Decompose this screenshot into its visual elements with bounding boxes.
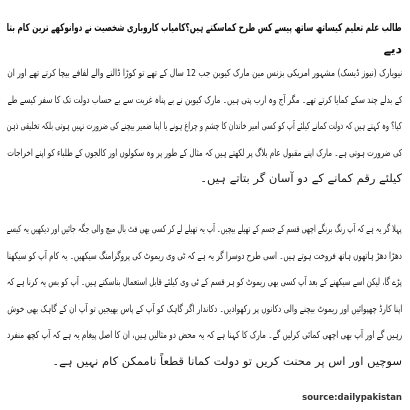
paragraph-text: سوچیں اور اس پر محنت کریں تو دولت کمانا قطعاً ناممکن کام نہیں ہے۔: [52, 353, 402, 368]
paragraph-line: [7, 295, 402, 322]
paragraph-line: [7, 242, 402, 269]
paragraph-text: رہیں گے اور آپ بھی اچھی کمائی کرلیں گے۔ مارک کا کہنا ہے کہ یہ محض دو مثالیں ہیں، ان کا اصل پیغام یہ ہے کہ آپ کچھ منفرد: [7, 330, 402, 341]
paragraph-text: کیا؟ وہ کہتے ہیں کہ دولت کمانے کیلئے آپ کو کسی امیر خاندان کا چشم و چراغ ہونے یا اپنا ضمیر بیچنے کی ضرورت نہیں ہوتی بلکہ تخلیقی ذہن: [7, 121, 402, 132]
paragraph-text: دھڑا دھڑ ہاتھوں ہاتھ فروخت ہوتے ہیں۔ اسی طرح دوسرا گر یہ ہے کہ ٹی وی ریموٹ کی پروگرامنگ سیکھیں۔ یہ کام آپ کو سیکھنا: [7, 250, 402, 262]
article-paragraph-1: [7, 59, 402, 192]
paragraph-line: [7, 321, 402, 348]
paragraph-text: پڑے گا، لیکن اسے سیکھنے کے بعد آپ کسی بھی ریموٹ کو ہر قسم کے ٹی وی کیلئے قابل استعمال بناسکتے ہیں۔ آپ کو بس یہ کرنا ہے کہ: [7, 277, 402, 288]
paragraph-line: [7, 139, 402, 166]
paragraph-line: [7, 112, 402, 139]
paragraph-text: اپنا کارڈ چھپوائیں اور ریموٹ بیچنے والی دکانوں پر رکھوادیں۔ دکاندار اگر گاہک کو آپ کے پاس بھیجیں تو آپ ان کے گاہک بھی خوش: [7, 303, 402, 315]
paragraph-line: [7, 348, 402, 375]
paragraph-line: [7, 268, 402, 295]
headline-line: [7, 38, 402, 60]
article-paragraph-2: [7, 215, 402, 374]
paragraph-line: [7, 165, 402, 192]
headline-text: دیے: [383, 41, 402, 56]
paragraph-line: [7, 59, 402, 86]
paragraph-line: [7, 86, 402, 113]
paragraph-text: نیویارک (نیوز ڈیسک) مشہور امریکی بزنس مین مارک کیوبن جب 12 سال کے تھے تو کوڑا ڈالنے والے لفافے بیچا کرتے تھے اور ان: [7, 68, 402, 79]
headline-line: [7, 16, 402, 38]
paragraph-line: [7, 215, 402, 242]
paragraph-text: کی ضرورت ہوتی ہے۔ مارک اپنے مقبول عام بلاگ پر لکھتے ہیں کہ مثال کے طور پر وہ سکولوں اور کالجوں کے طلباء کو اپنے اخراجات: [7, 147, 402, 159]
paragraph-text: کیلئے رقم کمانے کے دو آسان گر بتاتے ہیں۔: [200, 171, 402, 185]
source-credit: source:dailypakistan: [302, 393, 402, 403]
paragraph-text: پہلا گر یہ ہے کہ آپ رنگ برنگے اچھی قسم کے جسم کے تھیلے بیچیں۔ آپ یہ تھیلے لے کر کسی بھی فٹ بال میچ والی جگہ جائیں اور دیکھیں یہ کیسے: [7, 224, 402, 235]
article-headline: [7, 16, 402, 60]
headline-text: طالب علم تعلیم کیساتھ ساتھ پیسے کس طرح کماسکتے ہیں؟کامیاب کاروباری شخصیت نے دوانوکھے ترین کام بتا: [7, 21, 402, 34]
paragraph-text: کے بدلے چند سکے کمایا کرتے تھے۔ مگر آج وہ ارب پتی ہیں۔ مارک کیوبن نے بے پناہ غربت سے بے حساب دولت تک کا سفر کیسے طے: [7, 94, 402, 106]
